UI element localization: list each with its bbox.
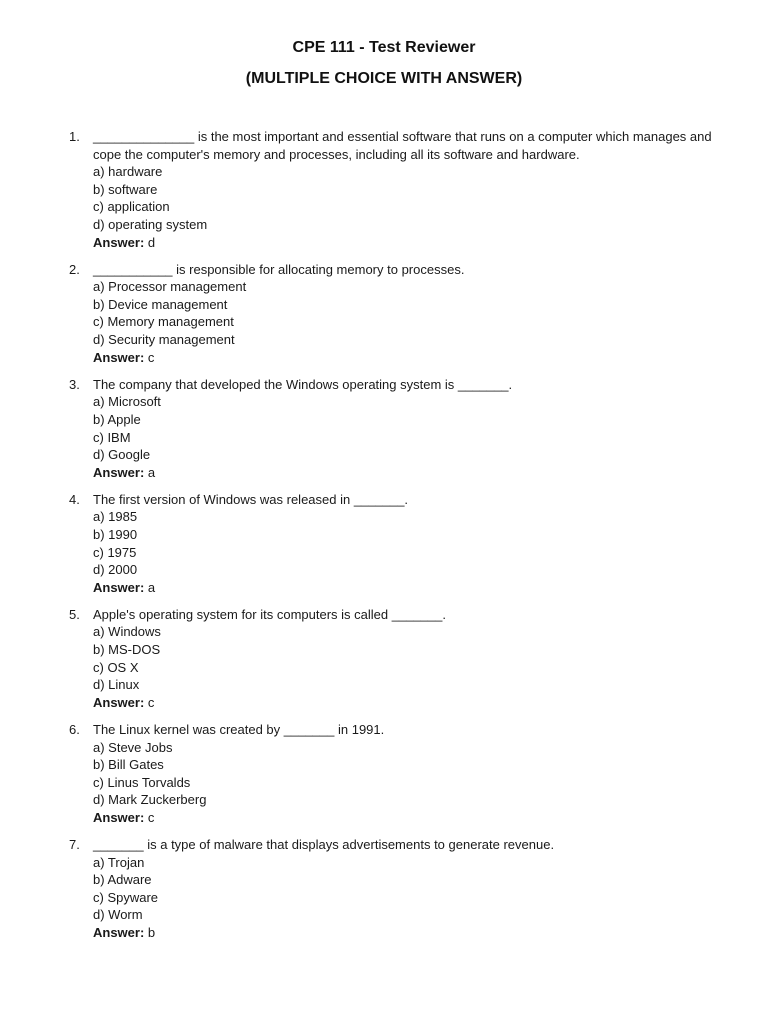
option-c: c) Linus Torvalds bbox=[93, 774, 191, 790]
option-a: a) Microsoft bbox=[93, 394, 161, 410]
question-number: 4. bbox=[69, 491, 80, 507]
question-6 bbox=[0, 721, 768, 827]
answer-value: a bbox=[147, 579, 156, 595]
option-d: d) Worm bbox=[93, 907, 143, 923]
answer-line bbox=[93, 809, 728, 827]
answer-line bbox=[93, 924, 728, 942]
question-4 bbox=[0, 491, 768, 597]
question-list bbox=[0, 128, 768, 951]
option-b: b) MS-DOS bbox=[93, 642, 161, 658]
option-a: a) 1985 bbox=[93, 509, 138, 525]
answer-line bbox=[93, 349, 728, 367]
question-number: 3. bbox=[69, 376, 80, 392]
option-a: a) Windows bbox=[93, 624, 161, 640]
question-number: 5. bbox=[69, 606, 80, 622]
option-b: b) Apple bbox=[93, 411, 141, 427]
question-5 bbox=[0, 606, 768, 712]
answer-line bbox=[93, 464, 728, 482]
option-d: d) 2000 bbox=[93, 562, 138, 578]
answer-value: b bbox=[147, 924, 156, 940]
question-number: 1. bbox=[69, 129, 80, 144]
option-b: b) 1990 bbox=[93, 526, 138, 542]
option-b: b) Device management bbox=[93, 296, 228, 312]
question-2 bbox=[0, 261, 768, 367]
question-number: 7. bbox=[69, 836, 80, 852]
answer-value: c bbox=[147, 694, 155, 710]
answer-label: Answer: bbox=[93, 349, 145, 365]
option-c: c) 1975 bbox=[93, 544, 137, 560]
option-a: a) hardware bbox=[93, 164, 163, 180]
document-title: CPE 111 - Test Reviewer bbox=[292, 39, 476, 56]
option-a: a) Trojan bbox=[93, 854, 145, 870]
option-d: d) Google bbox=[93, 447, 151, 463]
question-number: 6. bbox=[69, 721, 80, 737]
question-3 bbox=[0, 376, 768, 482]
question-1 bbox=[0, 128, 768, 251]
option-b: b) Bill Gates bbox=[93, 757, 164, 773]
answer-label: Answer: bbox=[93, 464, 145, 480]
question-number: 2. bbox=[69, 261, 80, 277]
question-stem: The first version of Windows was released in _______. bbox=[93, 491, 409, 507]
option-c: c) Memory management bbox=[93, 314, 234, 330]
answer-label: Answer: bbox=[93, 809, 145, 825]
option-a: a) Processor management bbox=[93, 279, 247, 295]
question-7 bbox=[0, 836, 768, 942]
answer-line bbox=[93, 234, 728, 252]
option-b: b) Adware bbox=[93, 872, 152, 888]
option-d: d) Mark Zuckerberg bbox=[93, 792, 207, 808]
option-c: c) IBM bbox=[93, 429, 131, 445]
option-d: d) Security management bbox=[93, 332, 235, 348]
option-c: c) OS X bbox=[93, 659, 139, 675]
question-stem: The Linux kernel was created by _______ in 1991. bbox=[93, 721, 385, 737]
option-b: b) software bbox=[93, 181, 158, 197]
option-a: a) Steve Jobs bbox=[93, 739, 173, 755]
answer-value: c bbox=[147, 809, 155, 825]
question-stem: The company that developed the Windows operating system is _______. bbox=[93, 376, 513, 392]
answer-line bbox=[93, 579, 728, 597]
option-d: d) Linux bbox=[93, 677, 140, 693]
option-c: c) Spyware bbox=[93, 889, 159, 905]
answer-value: a bbox=[147, 464, 156, 480]
document-subtitle: (MULTIPLE CHOICE WITH ANSWER) bbox=[245, 70, 523, 87]
question-stem: Apple's operating system for its computers is called _______. bbox=[93, 606, 446, 622]
option-c: c) application bbox=[93, 199, 170, 215]
answer-label: Answer: bbox=[93, 234, 145, 250]
question-stem: ___________ is responsible for allocating memory to processes. bbox=[93, 261, 465, 277]
answer-value: d bbox=[147, 234, 156, 250]
answer-label: Answer: bbox=[93, 924, 145, 940]
question-stem: _______ is a type of malware that displays advertisements to generate revenue. bbox=[93, 836, 555, 852]
answer-label: Answer: bbox=[93, 579, 145, 595]
question-stem: ______________ is the most important and essential software that runs on a computer which manages and cope the computer's memory and processes, including all its software and hardware. bbox=[93, 129, 712, 162]
answer-line bbox=[93, 694, 728, 712]
option-d: d) operating system bbox=[93, 216, 208, 232]
answer-label: Answer: bbox=[93, 694, 145, 710]
answer-value: c bbox=[147, 349, 155, 365]
